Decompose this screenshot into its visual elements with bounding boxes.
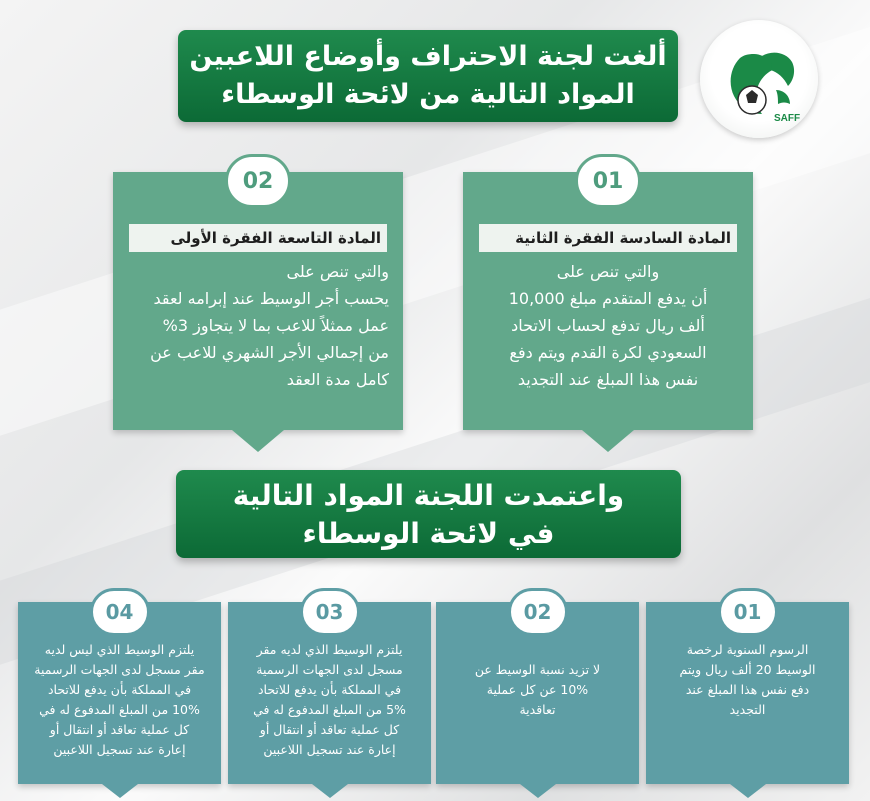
- adopted-article-card-01: [646, 602, 849, 784]
- header-banner: [178, 30, 678, 122]
- card-text-line: يلتزم الوسيط الذي لديه مقر: [256, 642, 403, 657]
- card-text-line: ألف ريال تدفع لحساب الاتحاد: [511, 316, 705, 335]
- card-title: المادة السادسة الفقرة الثانية: [479, 224, 737, 252]
- card-text-line: الرسوم السنوية لرخصة: [686, 642, 809, 657]
- card-body: [28, 640, 211, 760]
- card-text-line: مقر مسجل لدى الجهات الرسمية: [34, 662, 205, 677]
- card-text-line: إعارة عند تسجيل اللاعبين: [263, 742, 396, 757]
- card-text-line: مسجل لدى الجهات الرسمية: [256, 662, 403, 677]
- card-text-line: في المملكة بأن يدفع للاتحاد: [47, 682, 192, 697]
- header-line-2: المواد التالية من لائحة الوسطاء: [221, 79, 635, 110]
- cancelled-article-card-02: [113, 168, 403, 430]
- card-body: [446, 660, 629, 720]
- card-number: 01: [718, 588, 778, 636]
- card-text-line: من إجمالي الأجر الشهري للاعب عن: [150, 343, 389, 362]
- card-text-line: كامل مدة العقد: [286, 370, 389, 389]
- card-text-line: كل عملية تعاقد أو انتقال أو: [259, 722, 400, 737]
- card-number: 04: [90, 588, 150, 636]
- card-text-line: السعودي لكرة القدم ويتم دفع: [509, 343, 707, 362]
- card-text-line: عمل ممثلاً للاعب بما لا يتجاوز 3%: [162, 316, 389, 335]
- card-text-line: 5% من المبلغ المدفوع له في: [253, 702, 406, 717]
- card-text-line: كل عملية تعاقد أو انتقال أو: [49, 722, 190, 737]
- card-title: المادة التاسعة الفقرة الأولى: [129, 224, 387, 252]
- card-text-line: الوسيط 20 ألف ريال ويتم: [679, 662, 816, 677]
- card-text-line: والتي تنص على: [286, 262, 389, 281]
- card-body: [127, 258, 389, 393]
- banner-line-1: واعتمدت اللجنة المواد التالية: [232, 479, 625, 512]
- card-text-line: والتي تنص على: [556, 262, 660, 281]
- card-text-line: نفس هذا المبلغ عند التجديد: [517, 370, 699, 389]
- card-text-line: دفع نفس هذا المبلغ عند: [685, 682, 810, 697]
- card-number: 01: [575, 154, 641, 208]
- card-text-line: 10% من المبلغ المدفوع له في: [39, 702, 200, 717]
- adopted-articles-banner: [176, 470, 681, 558]
- card-text-line: لا تزيد نسبة الوسيط عن: [474, 662, 601, 677]
- card-text-line: يلتزم الوسيط الذي ليس لديه: [44, 642, 195, 657]
- banner-line-2: في لائحة الوسطاء: [302, 517, 555, 550]
- card-number: 03: [300, 588, 360, 636]
- card-body: [477, 258, 739, 393]
- header-line-1: ألغت لجنة الاحتراف وأوضاع اللاعبين: [189, 41, 667, 72]
- card-number: 02: [225, 154, 291, 208]
- adopted-article-card-03: [228, 602, 431, 784]
- card-text-line: في المملكة بأن يدفع للاتحاد: [257, 682, 402, 697]
- card-text-line: التجديد: [729, 702, 766, 717]
- card-body: [656, 640, 839, 720]
- card-number: 02: [508, 588, 568, 636]
- adopted-article-card-04: [18, 602, 221, 784]
- card-text-line: تعاقدية: [519, 702, 556, 717]
- card-body: [238, 640, 421, 760]
- card-text-line: يحسب أجر الوسيط عند إبرامه لعقد: [153, 289, 389, 308]
- saff-logo-icon: [700, 20, 818, 138]
- logo-text: SAFF: [774, 113, 801, 124]
- cancelled-article-card-01: [463, 168, 753, 430]
- card-text-line: أن يدفع المتقدم مبلغ 10,000: [508, 289, 708, 308]
- adopted-article-card-02: [436, 602, 639, 784]
- card-text-line: 10% عن كل عملية: [486, 682, 589, 697]
- card-text-line: إعارة عند تسجيل اللاعبين: [53, 742, 186, 757]
